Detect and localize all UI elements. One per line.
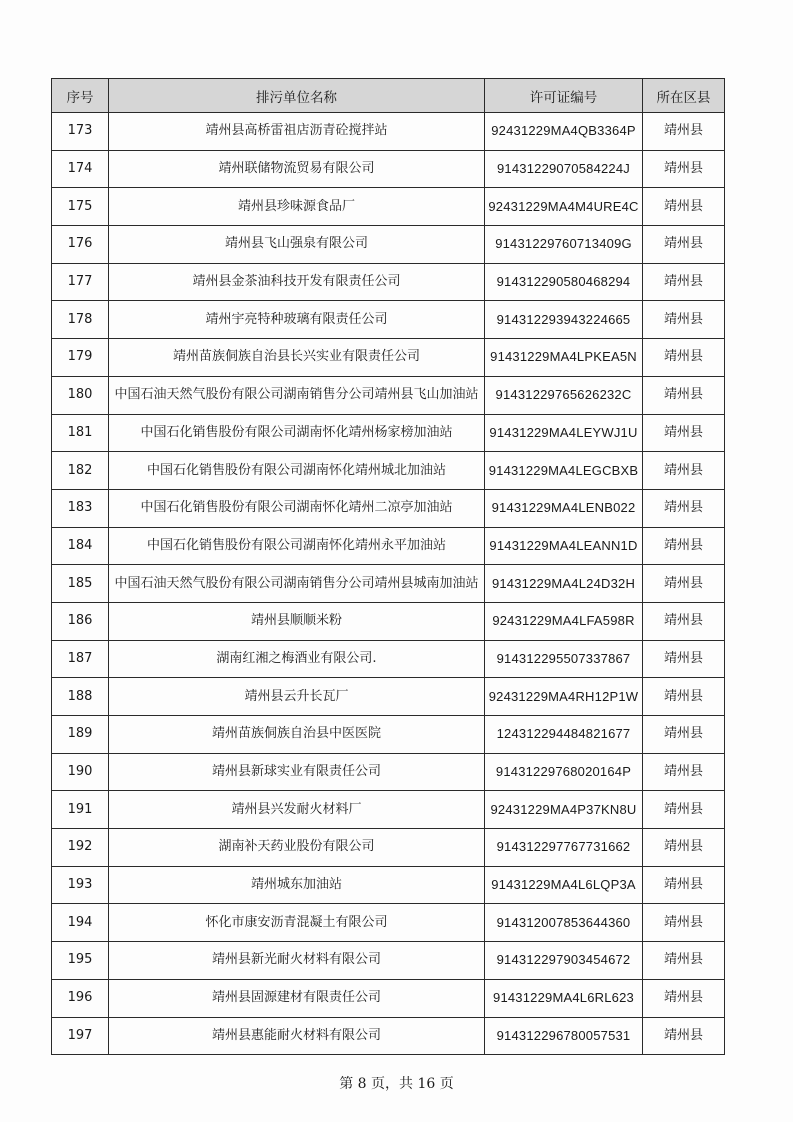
license-number: 914312295507337867 (485, 640, 643, 678)
unit-name: 靖州宇亮特种玻璃有限责任公司 (109, 301, 485, 339)
row-index: 174 (52, 150, 109, 188)
row-index: 191 (52, 791, 109, 829)
county: 靖州县 (643, 226, 725, 264)
unit-name: 中国石化销售股份有限公司湖南怀化靖州二凉亭加油站 (109, 489, 485, 527)
table-row (52, 904, 725, 942)
unit-name: 靖州县飞山强泉有限公司 (109, 226, 485, 264)
license-number: 914312293943224665 (485, 301, 643, 339)
license-number: 92431229MA4RH12P1W (485, 678, 643, 716)
header-county: 所在区县 (643, 79, 725, 113)
table-row (52, 301, 725, 339)
row-index: 187 (52, 640, 109, 678)
unit-name: 靖州县固源建材有限责任公司 (109, 979, 485, 1017)
table-row (52, 376, 725, 414)
row-index: 188 (52, 678, 109, 716)
license-number: 91431229MA4LPKEA5N (485, 339, 643, 377)
header-license-number: 许可证编号 (485, 79, 643, 113)
county: 靖州县 (643, 489, 725, 527)
table-row (52, 452, 725, 490)
table-row (52, 226, 725, 264)
county: 靖州县 (643, 376, 725, 414)
unit-name: 中国石化销售股份有限公司湖南怀化靖州永平加油站 (109, 527, 485, 565)
table-row (52, 150, 725, 188)
table-row (52, 565, 725, 603)
unit-name: 靖州苗族侗族自治县长兴实业有限责任公司 (109, 339, 485, 377)
row-index: 173 (52, 113, 109, 151)
table-row (52, 339, 725, 377)
unit-name: 湖南补天药业股份有限公司 (109, 829, 485, 867)
table-body (52, 113, 725, 1055)
table-row (52, 263, 725, 301)
county: 靖州县 (643, 150, 725, 188)
county: 靖州县 (643, 866, 725, 904)
county: 靖州县 (643, 1017, 725, 1055)
unit-name: 靖州县珍味源食品厂 (109, 188, 485, 226)
table-row (52, 678, 725, 716)
unit-name: 中国石油天然气股份有限公司湖南销售分公司靖州县城南加油站 (109, 565, 485, 603)
license-number: 91431229070584224J (485, 150, 643, 188)
license-number: 92431229MA4P37KN8U (485, 791, 643, 829)
table-row (52, 866, 725, 904)
unit-name: 靖州县惠能耐火材料有限公司 (109, 1017, 485, 1055)
unit-name: 靖州县云升长瓦厂 (109, 678, 485, 716)
unit-name: 湖南红湘之梅酒业有限公司. (109, 640, 485, 678)
license-number: 914312297903454672 (485, 942, 643, 980)
county: 靖州县 (643, 942, 725, 980)
table-row (52, 489, 725, 527)
county: 靖州县 (643, 829, 725, 867)
row-index: 175 (52, 188, 109, 226)
county: 靖州县 (643, 640, 725, 678)
row-index: 193 (52, 866, 109, 904)
license-number: 91431229MA4LEGCBXB (485, 452, 643, 490)
page-number: 第 8 页，共 16 页 (339, 1076, 454, 1092)
table-row (52, 942, 725, 980)
row-index: 196 (52, 979, 109, 1017)
county: 靖州县 (643, 565, 725, 603)
unit-name: 中国石油天然气股份有限公司湖南销售分公司靖州县飞山加油站 (109, 376, 485, 414)
county: 靖州县 (643, 791, 725, 829)
unit-name: 中国石化销售股份有限公司湖南怀化靖州杨家榜加油站 (109, 414, 485, 452)
row-index: 183 (52, 489, 109, 527)
unit-name: 靖州城东加油站 (109, 866, 485, 904)
table-header-row (52, 79, 725, 113)
row-index: 197 (52, 1017, 109, 1055)
unit-name: 靖州县新球实业有限责任公司 (109, 753, 485, 791)
row-index: 185 (52, 565, 109, 603)
table-row (52, 188, 725, 226)
license-number: 91431229MA4L24D32H (485, 565, 643, 603)
unit-name: 靖州苗族侗族自治县中医医院 (109, 716, 485, 754)
row-index: 178 (52, 301, 109, 339)
license-number: 91431229768020164P (485, 753, 643, 791)
table-row (52, 829, 725, 867)
row-index: 179 (52, 339, 109, 377)
table-row (52, 602, 725, 640)
table-row (52, 113, 725, 151)
county: 靖州县 (643, 904, 725, 942)
county: 靖州县 (643, 527, 725, 565)
table-row (52, 716, 725, 754)
license-number: 92431229MA4LFA598R (485, 602, 643, 640)
county: 靖州县 (643, 716, 725, 754)
row-index: 182 (52, 452, 109, 490)
unit-name: 靖州县新光耐火材料有限公司 (109, 942, 485, 980)
license-number: 91431229MA4L6RL623 (485, 979, 643, 1017)
row-index: 186 (52, 602, 109, 640)
table-row (52, 527, 725, 565)
license-number: 914312297767731662 (485, 829, 643, 867)
county: 靖州县 (643, 678, 725, 716)
row-index: 177 (52, 263, 109, 301)
license-number: 914312290580468294 (485, 263, 643, 301)
county: 靖州县 (643, 452, 725, 490)
county: 靖州县 (643, 602, 725, 640)
license-number: 91431229MA4L6LQP3A (485, 866, 643, 904)
row-index: 195 (52, 942, 109, 980)
row-index: 176 (52, 226, 109, 264)
row-index: 184 (52, 527, 109, 565)
license-number: 91431229MA4LEANN1D (485, 527, 643, 565)
header-unit-name: 排污单位名称 (109, 79, 485, 113)
table-row (52, 1017, 725, 1055)
row-index: 190 (52, 753, 109, 791)
table-row (52, 640, 725, 678)
county: 靖州县 (643, 301, 725, 339)
license-number: 914312296780057531 (485, 1017, 643, 1055)
unit-name: 靖州县兴发耐火材料厂 (109, 791, 485, 829)
county: 靖州县 (643, 414, 725, 452)
unit-name: 靖州联储物流贸易有限公司 (109, 150, 485, 188)
license-number: 124312294484821677 (485, 716, 643, 754)
county: 靖州县 (643, 979, 725, 1017)
row-index: 189 (52, 716, 109, 754)
row-index: 181 (52, 414, 109, 452)
unit-name: 中国石化销售股份有限公司湖南怀化靖州城北加油站 (109, 452, 485, 490)
table-row (52, 414, 725, 452)
county: 靖州县 (643, 753, 725, 791)
license-number: 92431229MA4QB3364P (485, 113, 643, 151)
table-row (52, 791, 725, 829)
table-row (52, 753, 725, 791)
table-row (52, 979, 725, 1017)
license-number: 91431229MA4LENB022 (485, 489, 643, 527)
header-index: 序号 (52, 79, 109, 113)
permit-table (51, 78, 725, 1055)
county: 靖州县 (643, 113, 725, 151)
row-index: 192 (52, 829, 109, 867)
row-index: 180 (52, 376, 109, 414)
license-number: 91431229MA4LEYWJ1U (485, 414, 643, 452)
county: 靖州县 (643, 339, 725, 377)
unit-name: 靖州县金茶油科技开发有限责任公司 (109, 263, 485, 301)
license-number: 91431229760713409G (485, 226, 643, 264)
county: 靖州县 (643, 263, 725, 301)
county: 靖州县 (643, 188, 725, 226)
license-number: 914312007853644360 (485, 904, 643, 942)
unit-name: 靖州县高桥雷祖店沥青砼搅拌站 (109, 113, 485, 151)
unit-name: 靖州县顺顺米粉 (109, 602, 485, 640)
unit-name: 怀化市康安沥青混凝土有限公司 (109, 904, 485, 942)
license-number: 91431229765626232C (485, 376, 643, 414)
license-number: 92431229MA4M4URE4C (485, 188, 643, 226)
row-index: 194 (52, 904, 109, 942)
